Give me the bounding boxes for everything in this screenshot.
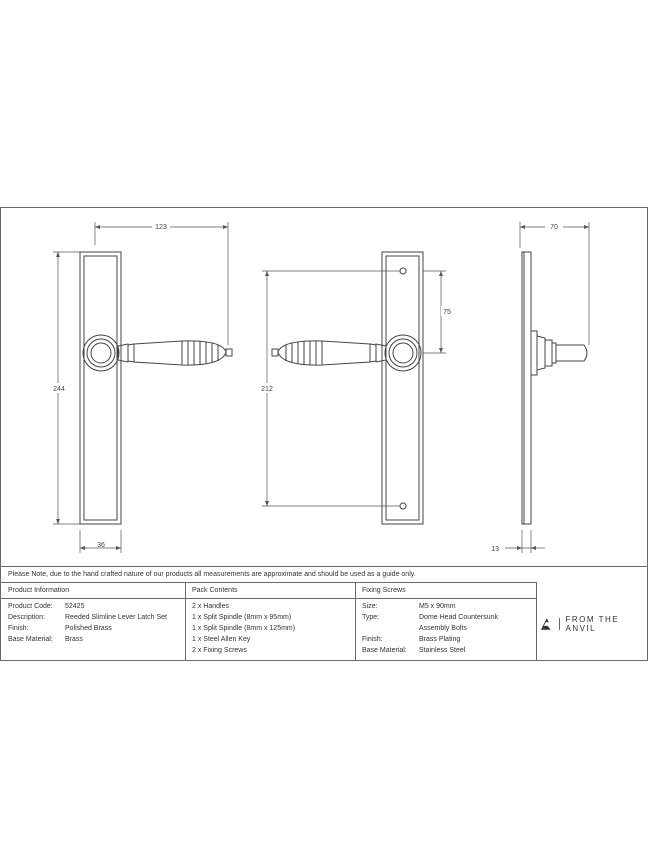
screw-type-value-cont: Assembly Bolts [419, 625, 467, 632]
pack-item: 2 x Handles [192, 603, 229, 610]
center-lever-reeds [286, 341, 316, 365]
base-material-value: Brass [65, 636, 83, 643]
center-lever-shaft [322, 341, 370, 365]
base-material-label: Base Material: [8, 636, 53, 643]
left-lever-end-cap [226, 349, 232, 356]
center-lever-collar [370, 344, 376, 362]
side-backplate [522, 252, 531, 524]
left-lever-reeds [188, 341, 218, 365]
screw-type-value: Dome Head Countersunk [419, 614, 498, 621]
screw-finish-value: Brass Plating [419, 636, 461, 643]
center-lever-grip [278, 341, 322, 365]
dim-plate-width: 36 [97, 542, 105, 549]
dim-width-front: 123 [155, 224, 167, 231]
side-ring [552, 343, 556, 363]
description-label: Description: [8, 614, 45, 621]
left-rose-outer [83, 335, 119, 371]
description-value: Reeded Slimline Lever Latch Set [65, 614, 167, 621]
dimension-arrows [56, 225, 589, 550]
side-collar [537, 336, 545, 370]
pack-item: 1 x Steel Allen Key [192, 636, 251, 643]
center-rose-outer [385, 335, 421, 371]
finish-label: Finish: [8, 625, 29, 632]
brand-separator [559, 618, 560, 630]
finish-value: Polished Brass [65, 625, 112, 632]
screw-type-label: Type: [362, 614, 380, 621]
screw-base-material-value: Stainless Steel [419, 647, 466, 654]
screw-base-material-label: Base Material: [362, 647, 407, 654]
left-lever-shaft [134, 341, 182, 365]
table-top-border [0, 566, 648, 567]
note-bottom-border [0, 582, 536, 583]
left-lever-collar [128, 344, 134, 362]
product-code-value: 52425 [65, 603, 85, 610]
product-code-label: Product Code: [8, 603, 53, 610]
center-screw-hole-top [400, 268, 406, 274]
center-screw-hole-bottom [400, 503, 406, 509]
pack-contents-title: Pack Contents [192, 587, 238, 594]
center-backplate [382, 252, 423, 524]
left-lever-grip [182, 341, 226, 365]
fixing-screws-title: Fixing Screws [362, 587, 406, 594]
screw-finish-label: Finish: [362, 636, 383, 643]
dim-plate-depth: 13 [491, 546, 499, 553]
header-bottom-border [0, 598, 536, 599]
col-divider-1 [185, 582, 186, 661]
brand-logo [540, 615, 650, 633]
center-backplate-inner [386, 256, 419, 520]
dim-height-front: 244 [53, 386, 65, 393]
col-divider-2 [355, 582, 356, 661]
col-divider-3 [536, 582, 537, 661]
pack-item: 1 x Split Spindle (8mm x 95mm) [192, 614, 292, 621]
product-info-title: Product Information [8, 587, 70, 594]
dim-spindle-offset: 75 [443, 309, 451, 316]
center-lever-end-cap [272, 349, 278, 356]
dim-projection: 70 [550, 224, 558, 231]
left-backplate-inner [84, 256, 117, 520]
brand-name: FROM THE ANVIL [565, 615, 620, 633]
dim-fixing-centres: 212 [261, 386, 273, 393]
left-backplate [80, 252, 121, 524]
side-neck [545, 340, 552, 366]
left-rose-center [91, 343, 111, 363]
side-lever [556, 345, 587, 361]
side-rose [531, 331, 537, 375]
disclaimer-note: Please Note, due to the hand crafted nature of our products all measurements are approximate and should be used as a guide only. [8, 571, 416, 578]
pack-item: 1 x Split Spindle (8mm x 125mm) [192, 625, 296, 632]
center-rose-center [393, 343, 413, 363]
anvil-logo-icon [540, 617, 554, 631]
screw-size-value: M5 x 90mm [419, 603, 456, 610]
pack-item: 2 x Fixing Screws [192, 647, 247, 654]
screw-size-label: Size: [362, 603, 378, 610]
